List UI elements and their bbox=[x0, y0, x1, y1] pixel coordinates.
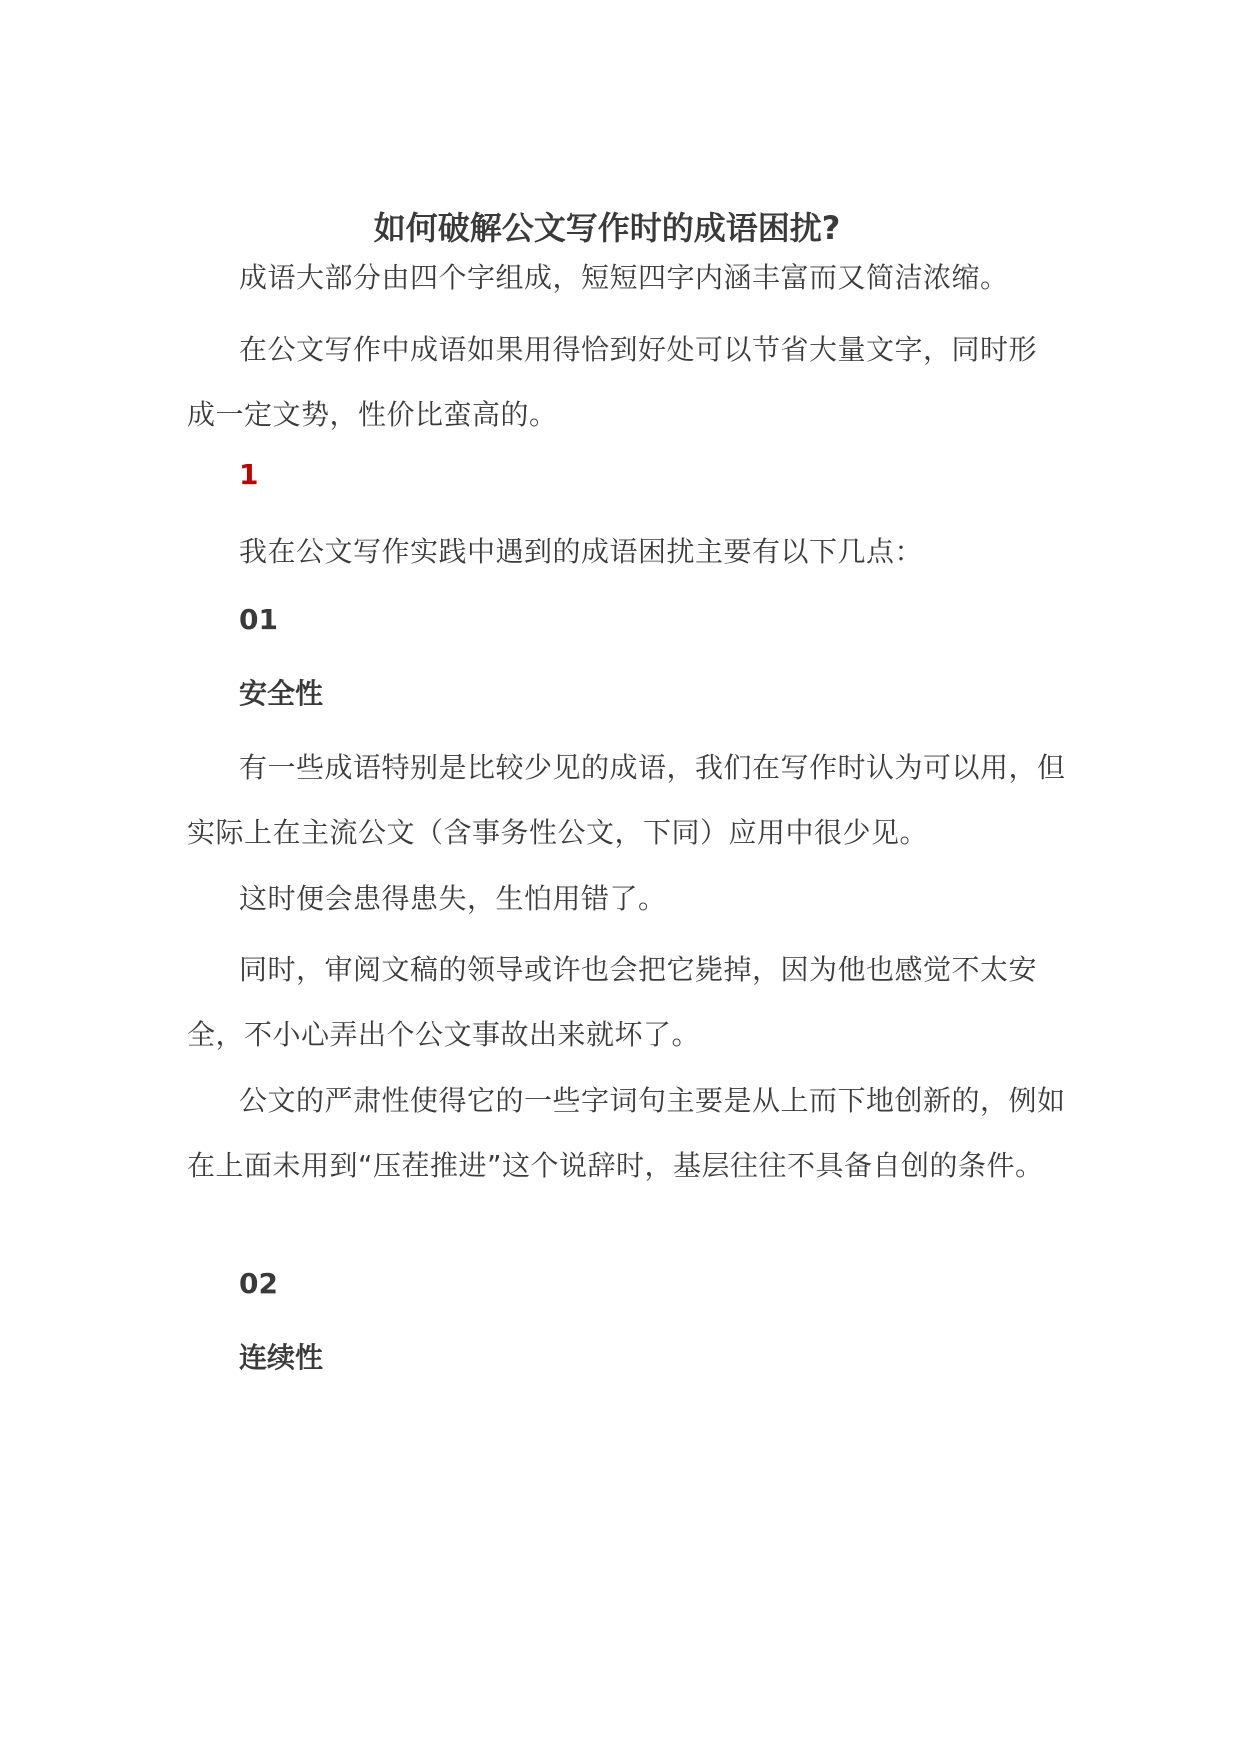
intro-paragraph-2: 在公文写作中成语如果用得恰到好处可以节省大量文字，同时形成一定文势，性价比蛮高的。 bbox=[187, 333, 1038, 431]
item-01-number: 01 bbox=[239, 603, 278, 636]
item-01-paragraph-3: 同时，审阅文稿的领导或许也会把它毙掉，因为他也感觉不太安全，不小心弄出个公文事故出来就坏了。 bbox=[187, 953, 1038, 1051]
intro-paragraph-1: 成语大部分由四个字组成，短短四字内涵丰富而又简洁浓缩。 bbox=[239, 261, 1009, 294]
item-01-paragraph-4: 公文的严肃性使得它的一些字词句主要是从上而下地创新的，例如在上面未用到“压茬推进”这个说辞时，基层往往不具备自创的条件。 bbox=[187, 1084, 1066, 1182]
section-number: 1 bbox=[239, 458, 259, 491]
section-lead-paragraph: 我在公文写作实践中遇到的成语困扰主要有以下几点： bbox=[239, 535, 924, 568]
item-02-heading: 连续性 bbox=[239, 1341, 324, 1374]
document-page bbox=[187, 0, 1087, 1754]
item-01-heading: 安全性 bbox=[239, 677, 324, 710]
document-title: 如何破解公文写作时的成语困扰? bbox=[373, 209, 841, 247]
item-02-number: 02 bbox=[239, 1267, 278, 1300]
item-01-paragraph-2: 这时便会患得患失，生怕用错了。 bbox=[239, 882, 667, 915]
item-01-paragraph-1: 有一些成语特别是比较少见的成语，我们在写作时认为可以用，但实际上在主流公文（含事务性公文，下同）应用中很少见。 bbox=[187, 751, 1066, 849]
